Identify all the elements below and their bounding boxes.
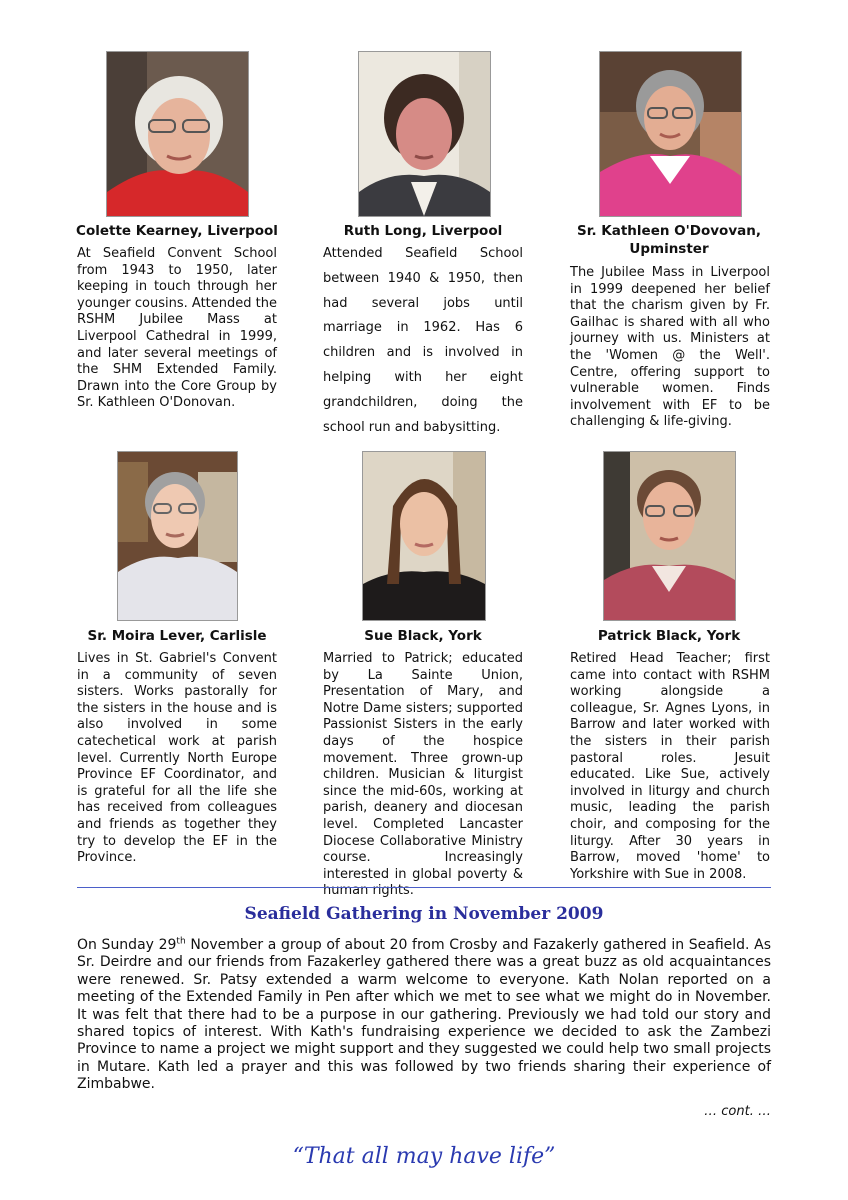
photo-sue-black — [362, 451, 486, 621]
profile-bio: Married to Patrick; educated by La Sainte Union, Presentation of Mary, and Notre Dame sisters; supported Passionist Sisters in the early days of the hospice movement. Three grown-up children. Musician & liturgist since the mid-60s, working at parish, deanery and diocesan level. Completed Lancaster Diocese Collaborative Ministry course. Increasingly interested in global poverty & human rights. — [323, 651, 523, 899]
article-superscript: th — [176, 936, 186, 947]
profile-name: Patrick Black, York — [597, 628, 741, 644]
article-body — [77, 937, 771, 1094]
profile-bio: Attended Seafield School between 1940 & 1950, then had several jobs until marriage in 1962. Has 6 children and is involved in helping with her eight grandchildren, doing the school run and babysitting. — [323, 246, 523, 435]
section-divider — [77, 887, 771, 888]
footer-motto: “That all may have life” — [292, 1144, 556, 1169]
profile-bio: At Seafield Convent School from 1943 to 1950, later keeping in touch through her younger cousins. Attended the RSHM Jubilee Mass at Liverpool Cathedral in 1999, and later several meetings of the SHM Extended Family. Drawn into the Core Group by Sr. Kathleen O'Donovan. — [77, 246, 277, 411]
article-title: Seafield Gathering in November 2009 — [244, 904, 604, 924]
profile-name: Sr. Moira Lever, Carlisle — [87, 628, 267, 644]
profile-bio: Lives in St. Gabriel's Convent in a community of seven sisters. Works pastorally for the sisters in the house and is also involved in some catechetical work at parish level. Currently North Europe Province EF Coordinator, and is grateful for all the life she has received from colleagues and friends as together they try to develop the EF in the Province. — [77, 651, 277, 866]
profile-bio: The Jubilee Mass in Liverpool in 1999 deepened her belief that the charism given by Fr. Gailhac is shared with all who journey with us. Ministers at the 'Women @ the Well'. Centre, offering support to vulnerable women. Finds involvement with EF to be challenging & life-giving. — [570, 265, 770, 430]
article-text-rest: November a group of about 20 from Crosby and Fazakerly gathered in Seafield. As Sr. Deirdre and our friends from Fazakerley gathered there was a great buzz as old acquaintances were renewed. Sr. Patsy extended a warm welcome to everyone. Kath Nolan reported on a meeting of the Extended Family in Pen after which we met to see what we might do in November. It was felt that there had to be a purpose in our gathering. Previously we had told our story and shared topics of interest. With Kath's fundraising experience we decided to ask the Zambezi Province to name a project we might support and they suggested we could help two small projects in Mutare. Kath led a prayer and this was followed by two friends sharing their experience of Zimbabwe. — [77, 937, 772, 1093]
photo-moira-lever — [117, 451, 238, 621]
photo-patrick-black — [603, 451, 736, 621]
profile-name: Colette Kearney, Liverpool — [76, 223, 278, 239]
profile-bio: Retired Head Teacher; first came into contact with RSHM working alongside a colleague, Sr. Agnes Lyons, in Barrow and later worked with the sisters in their parish pastoral roles. Jesuit educated. Like Sue, actively involved in liturgy and church music, leading the parish choir, and composing for the liturgy. After 30 years in Barrow, moved 'home' to Yorkshire with Sue in 2008. — [570, 651, 770, 882]
photo-ruth-long — [358, 51, 491, 217]
photo-colette-kearney — [106, 51, 249, 217]
profile-name: Sue Black, York — [364, 628, 482, 644]
article-text-start: On Sunday 29 — [77, 937, 177, 953]
profile-name: Sr. Kathleen O'Dovovan, Upminster — [577, 223, 761, 257]
continued-marker: … cont. … — [704, 1104, 771, 1119]
profile-name: Ruth Long, Liverpool — [343, 223, 503, 239]
photo-kathleen-odovovan — [599, 51, 742, 217]
